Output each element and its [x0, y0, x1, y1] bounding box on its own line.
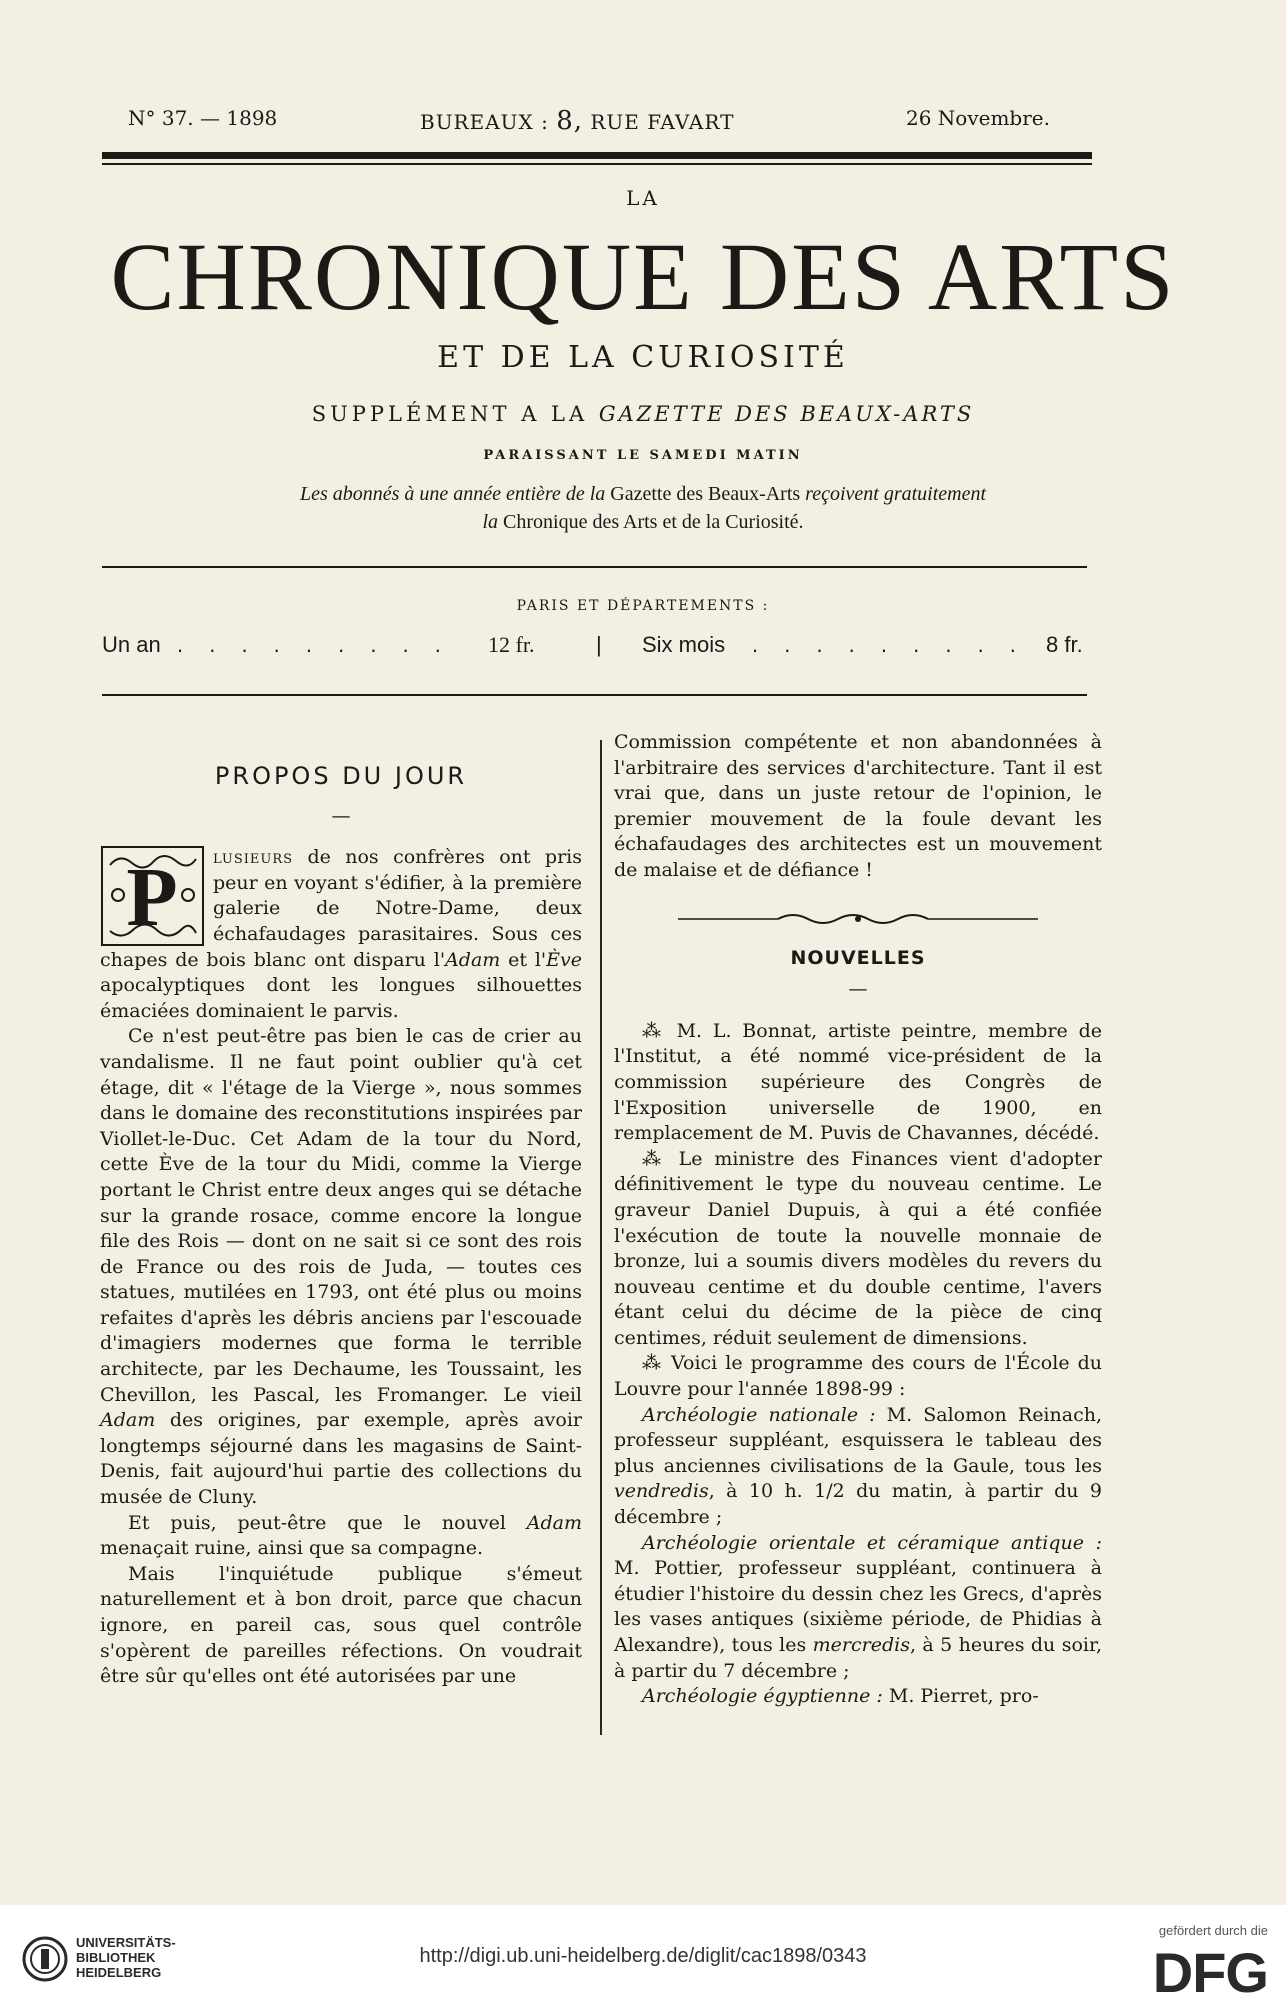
course-1-text-b: , à 10 h. 1/2 du matin, à partir du 9 décembre ; [614, 1480, 1102, 1529]
notice-italic-1: Les abonnés à une année entière de la [299, 483, 606, 505]
title-article: LA [626, 186, 660, 210]
publication-schedule: PARAISSANT LE SAMEDI MATIN [483, 448, 803, 463]
left-column [100, 740, 582, 1690]
p1-adam: Adam [445, 948, 501, 971]
course-3-text: M. Pierret, pro- [882, 1685, 1039, 1708]
propos-continuation: Commission compétente et non abandonnées à l'arbitraire des services d'architecture. Tant il est vrai que, dans un juste retour de l'opinion, le premier mouvement de la foule devant les échafaudages des architectes est un mouvement de malaise et de défiance ! [614, 731, 1102, 881]
news-text-2: Le ministre des Finances vient d'adopter définitivement le type du nouveau centime. Le graveur Daniel Dupuis, à qui a été confiée l'exécution de toute la nouvelle monnaie de bronze, lui a soumis divers modèles du revers du nouveau centime et du double centime, l'avers étant celui du décime de la pièce de cinq centimes, réduit seulement de dimensions. [614, 1147, 1103, 1349]
source-url-link[interactable]: http://digi.ub.uni-heidelberg.de/diglit/cac1898/0343 [419, 1945, 867, 1967]
bureaux-number: 8, [556, 106, 584, 136]
notice-roman-2: Chronique des Arts et de la Curiosité. [503, 511, 804, 533]
dfg-logo: DFG [1152, 1941, 1268, 2004]
issue-number: N° 37. — 1898 [128, 106, 278, 130]
news-star-3: ⁂ [642, 1352, 663, 1375]
price-year-dots: . . . . . . . . . [177, 632, 451, 657]
p2-adam: Adam [100, 1409, 156, 1432]
course-2-text-a: M. Pottier, professeur suppléant, continuera à étudier l'histoire du dessin chez les Grecs, d'après les vases antiques (sixième période, de Phidias à Alexandre), tous les [614, 1557, 1102, 1656]
news-star-1: ⁂ [642, 1019, 666, 1042]
ornate-dropcap-p-icon [100, 845, 205, 947]
p1-eve: Ève [546, 948, 583, 971]
course-3-title: Archéologie égyptienne : [642, 1685, 883, 1708]
propos-title: PROPOS DU JOUR [214, 762, 468, 790]
news-text-3: Voici le programme des cours de l'École du Louvre pour l'année 1898-99 : [614, 1352, 1102, 1401]
p1-text: de nos confrères ont pris peur en voyant s'édifier, à la première galerie de Notre-Dame, deux échafaudages parasitaires. Sous ces chapes de bois blanc ont disparu l' [100, 846, 582, 971]
bureaux-label: BUREAUX : [420, 110, 549, 134]
price-year-label: Un an [102, 632, 161, 657]
nouvelles-dash: — [848, 978, 868, 1001]
notice-roman-1: Gazette des Beaux-Arts [610, 483, 801, 505]
p2-end: des origines, par exemple, après avoir longtemps séjourné dans les magasins de Saint-Denis, fait aujourd'hui partie des collections du musée de Cluny. [100, 1409, 582, 1509]
notice-italic-2: la [482, 511, 499, 533]
course-2-days: mercredis [812, 1634, 910, 1656]
p3-adam: Adam [526, 1511, 582, 1534]
notice-italic-end: reçoivent gratuitement [805, 483, 987, 505]
uni-line-1: UNIVERSITÄTS- [76, 1935, 176, 1950]
price-separator: | [596, 632, 602, 657]
masthead-rule [102, 152, 1092, 159]
course-1-title: Archéologie nationale : [642, 1403, 876, 1426]
subscriber-notice [0, 480, 1286, 536]
subscription-heading: PARIS ET DÉPARTEMENTS : [516, 598, 770, 614]
uni-line-3: HEIDELBERG [76, 1965, 162, 1980]
price-half-dots: . . . . . . . . . [752, 632, 1026, 657]
news-item-3 [614, 1351, 1102, 1402]
course-1-text-a: M. Salomon Reinach, professeur suppléant, esquissera le tableau des plus anciennes civilisations de la Gaule, tous les [614, 1403, 1102, 1477]
supplement-prefix: SUPPLÉMENT A LA [311, 402, 589, 426]
news-item-1 [614, 1019, 1102, 1147]
course-2-text-b: , à 5 heures du soir, à partir du 7 décembre ; [614, 1634, 1103, 1682]
subscription-prices [102, 632, 1092, 666]
newspaper-subtitle: ET DE LA CURIOSITÉ [437, 340, 849, 375]
dfg-caption: gefördert durch die [1158, 1923, 1268, 1938]
course-1 [614, 1403, 1102, 1531]
course-1-days: vendredis [614, 1480, 709, 1503]
bureaux-address [420, 106, 734, 136]
course-3 [614, 1684, 1102, 1710]
p3-end: menaçait ruine, ainsi que sa compagne. [100, 1537, 484, 1560]
uni-line-2: BIBLIOTHEK [76, 1950, 156, 1965]
masthead [0, 100, 1286, 140]
p2-text: Ce n'est peut-être pas bien le cas de crier au vandalisme. Il ne faut point oublier qu'à cet étage, dit « l'étage de la Vierge », nous sommes dans le domaine des reconstitutions inspirées par Viollet-le-Duc. Cet Adam de la tour du Nord, cette Ève de la tour du Midi, comme la Vierge portant le Christ entre deux anges qui se détache sur la grande rosace, comme encore la longue file des Rois — dont on ne sait si ce sont des rois de France ou des rois de Juda, — toutes ces statues, mutilées en 1793, ont été plus ou moins refaites d'après les débris anciens par l'escouade d'imagiers modernes que forma le terrible architecte, par les Dechaume, les Toussaint, les Chevillon, les Pascal, les Fromanger. Le vieil [100, 1025, 582, 1406]
course-2 [614, 1531, 1102, 1685]
price-half-label: Six mois [642, 632, 726, 657]
p1-smallcaps: lusieurs [213, 846, 294, 869]
dropcap-letter: P [126, 851, 178, 945]
news-star-2: ⁂ [642, 1147, 667, 1170]
divider-rule [102, 566, 1087, 568]
propos-paragraph-2 [100, 1024, 582, 1510]
propos-paragraph-1 [100, 845, 582, 1024]
newspaper-title: CHRONIQUE DES ARTS [110, 223, 1176, 330]
price-half-value: 8 fr. [1046, 632, 1083, 657]
right-column [614, 730, 1102, 1710]
divider-rule-bottom [102, 694, 1087, 696]
column-rule [600, 740, 602, 1735]
issue-date: 26 Novembre. [905, 106, 1050, 130]
footer-bar [0, 1905, 1286, 2011]
nouvelles-title: NOUVELLES [790, 946, 926, 969]
masthead-rule-thin [102, 163, 1092, 165]
propos-paragraph-3 [100, 1511, 582, 1562]
course-2-title: Archéologie orientale et céramique antique : [642, 1531, 1102, 1554]
p1-end: apocalyptiques dont les longues silhouettes émaciées dominaient le parvis. [100, 974, 582, 1022]
p1-et: et l' [500, 948, 547, 971]
news-item-2 [614, 1147, 1102, 1352]
bureaux-street: RUE FAVART [590, 110, 735, 134]
p3-start: Et puis, peut-être que le nouvel [128, 1511, 527, 1534]
supplement-line [0, 402, 1286, 426]
supplement-gazette: GAZETTE DES BEAUX-ARTS [598, 402, 975, 426]
propos-dash: — [331, 804, 351, 827]
news-text-1: M. L. Bonnat, artiste peintre, membre de l'Institut, a été nommé vice-président de la commission supérieure des Congrès de l'Exposition universelle de 1900, en remplacement de M. Puvis de Chavannes, décédé. [614, 1019, 1102, 1145]
propos-paragraph-4: Mais l'inquiétude publique s'émeut naturellement et à bon droit, parce que chacun ignore, en pareil cas, sous quel contrôle s'opèrent de pareilles réfections. On voudrait être sûr qu'elles ont été autorisées par une [100, 1562, 582, 1688]
price-year-value: 12 fr. [488, 632, 535, 657]
ornament-divider-icon [678, 912, 1038, 926]
